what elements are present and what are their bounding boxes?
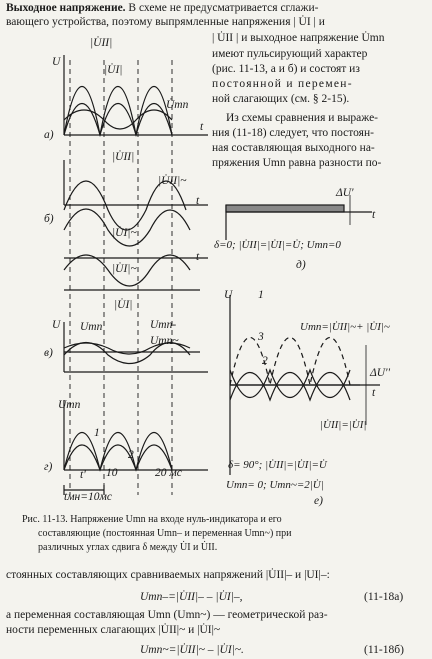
panel-b-s4: |U̇I|~ bbox=[112, 263, 137, 275]
panel-e-formula-1: δ= 90°; |U̇II|=|U̇I|=U̇ bbox=[228, 459, 327, 471]
panel-d-formula: δ=0; |U̇II|=|U̇I|=U̇; Umn=0 bbox=[214, 239, 341, 251]
panel-e-curve-3: 3 bbox=[258, 331, 264, 343]
panel-e-y-label: U bbox=[224, 289, 233, 301]
panel-b-s1: |U̇II| bbox=[112, 151, 135, 163]
panel-e-du: ΔU'' bbox=[370, 367, 390, 379]
panel-a-s1: |U̇II| bbox=[90, 37, 113, 49]
panel-g-y-label: Umn bbox=[58, 399, 81, 411]
panel-a-t-label: t bbox=[200, 121, 204, 133]
panel-b-t2: t bbox=[196, 251, 200, 263]
intro-line-4: имеют пульсирующий характер bbox=[212, 48, 368, 60]
panel-g-tick-1: 10 bbox=[106, 467, 118, 479]
panel-g-curve-1: 1 bbox=[94, 427, 100, 439]
right-line-1: Из схемы сравнения и выраже- bbox=[226, 112, 379, 124]
panel-b-s3: |U̇I|~ bbox=[112, 227, 137, 239]
right-line-4: пряжения Umn равна разности по- bbox=[212, 157, 382, 169]
equation-11-18b: Umn~=|U̇II|~ – |U̇I|~. bbox=[140, 644, 244, 656]
equation-11-18b-number: (11-18б) bbox=[364, 644, 404, 656]
panel-e-curve-1: 1 bbox=[258, 289, 264, 301]
bottom-line-2: а переменная составляющая Umn (Umn~) — геометрической раз- bbox=[6, 609, 328, 621]
equation-11-18a-number: (11-18а) bbox=[364, 591, 404, 603]
panel-d-t: t bbox=[372, 209, 376, 221]
panel-g-tick-2: 20 мс bbox=[155, 467, 182, 479]
caption-line-1: Рис. 11-13. Напряжение Umn на входе нуль-индикатора и его bbox=[22, 514, 282, 525]
section-heading: Выходное напряжение. bbox=[6, 2, 126, 14]
panel-a-label: а) bbox=[44, 129, 54, 141]
panel-e-t: t bbox=[372, 387, 376, 399]
panel-d-label: д) bbox=[296, 259, 306, 271]
panel-e-curve-2: 2 bbox=[262, 355, 268, 367]
panel-b-t1: t bbox=[196, 195, 200, 207]
panel-v-y-label: U bbox=[52, 319, 61, 331]
intro-line-6: постоянной и перемен- bbox=[212, 78, 353, 90]
panel-a bbox=[64, 55, 208, 135]
bottom-line-3: ности переменных слагающих |U̇II|~ и |U̇I|~ bbox=[6, 624, 221, 636]
panel-g-label: г) bbox=[44, 461, 53, 473]
panel-g-period: tмн=10мс bbox=[64, 491, 112, 503]
panel-v-s3: Umn~ bbox=[150, 335, 179, 347]
panel-a-y-label: U bbox=[52, 56, 61, 68]
panel-d bbox=[226, 195, 372, 240]
panel-d-du: ΔU' bbox=[336, 187, 354, 199]
panel-e-s1: Umn=|U̇II|~+ |U̇I|~ bbox=[300, 321, 390, 333]
panel-g-tprime: t' bbox=[80, 469, 86, 481]
intro-line-1: В схеме не предусматривается сглажи- bbox=[128, 2, 319, 14]
bottom-line-1: стоянных составляющих сравниваемых напряжений |U̇II|– и |UI|–: bbox=[6, 569, 330, 581]
panel-e-label: е) bbox=[314, 495, 323, 507]
right-line-3: ная составляющая выходного на- bbox=[212, 142, 375, 154]
intro-line-3: | U̇II | и выходное напряжение U̇mn bbox=[212, 32, 385, 44]
right-line-2: ния (11-18) следует, что постоян- bbox=[212, 127, 374, 139]
panel-v-s1: Umn bbox=[80, 321, 103, 333]
panel-v-s2: Umn- bbox=[150, 319, 177, 331]
intro-line-7: ной слагающих (см. § 2-15). bbox=[212, 93, 350, 105]
caption-line-3: различных углах сдвига δ между U̇I и U̇II. bbox=[38, 542, 218, 553]
panel-e-formula-2: Umn= 0; Umn~=2|U̇| bbox=[226, 479, 324, 491]
panel-b-label: б) bbox=[44, 213, 54, 225]
panel-b-s5: |U̇I| bbox=[114, 299, 133, 311]
intro-line-5: (рис. 11-13, а и б) и состоят из bbox=[212, 63, 360, 75]
panel-a-s3: U̇mn bbox=[166, 99, 189, 111]
panel-e-s2: |U̇II|=|U̇I| bbox=[320, 419, 367, 431]
intro-line-2: вающего устройства, поэтому выпрямленные напряжения | U̇I | и bbox=[6, 16, 325, 28]
caption-line-2: составляющие (постоянная Umn– и переменная Umn~) при bbox=[38, 528, 292, 539]
panel-g-curve-2: 2 bbox=[128, 449, 134, 461]
panel-b-s2: |U̇II|~ bbox=[158, 175, 187, 187]
panel-a-s2: |U̇I| bbox=[104, 64, 123, 76]
equation-11-18a: Umn–=|U̇II|– – |U̇I|–, bbox=[140, 591, 243, 603]
panel-v-label: в) bbox=[44, 347, 53, 359]
